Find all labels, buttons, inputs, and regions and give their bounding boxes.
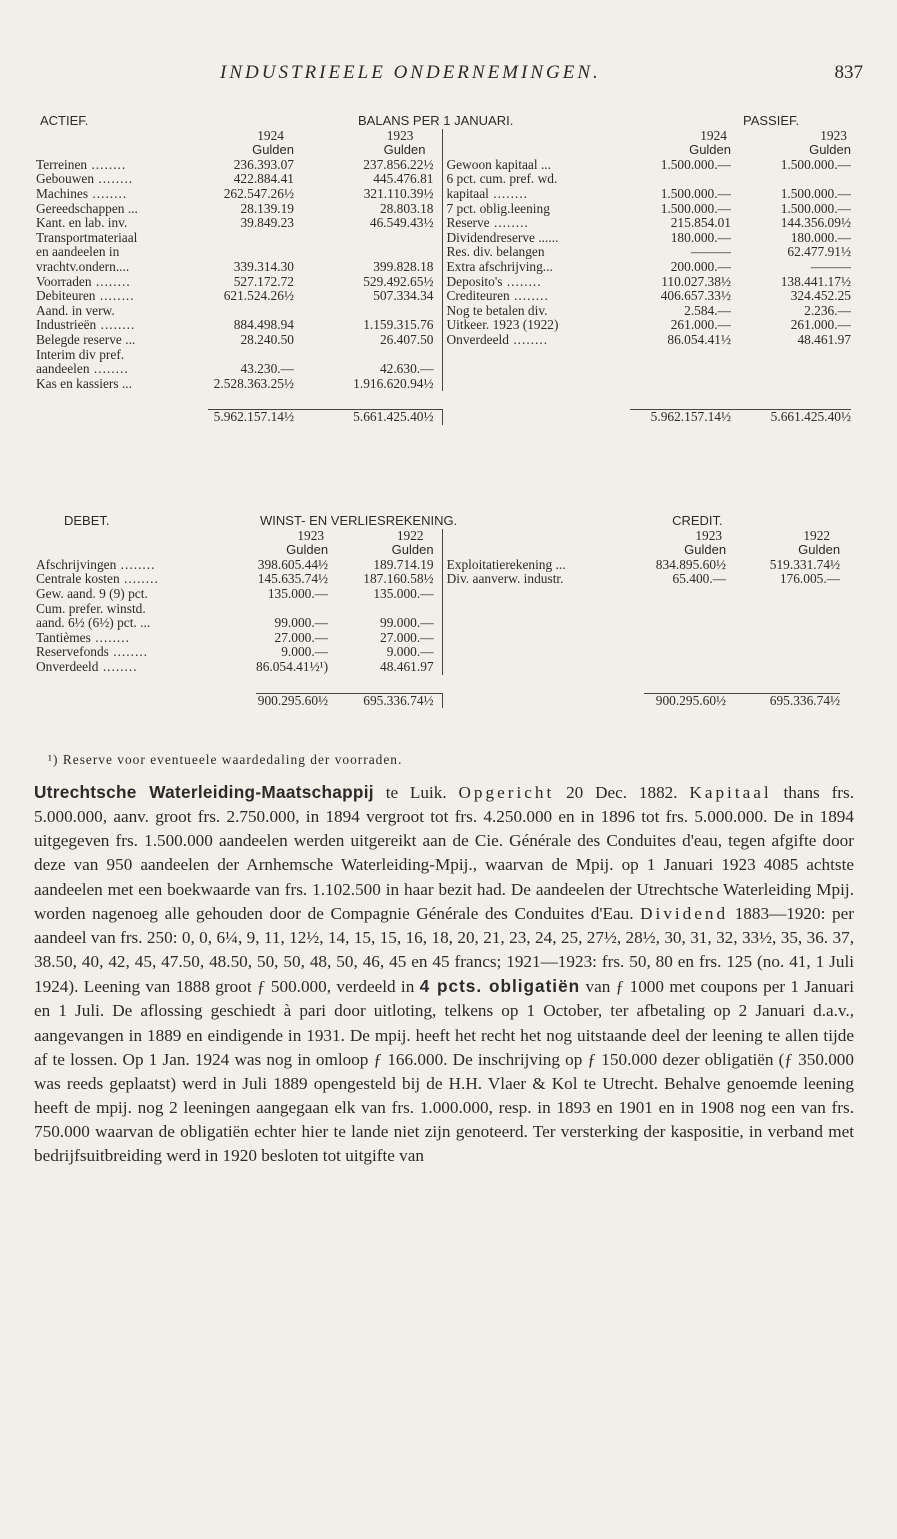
pl-unit-row: [36, 543, 840, 558]
actief-value-1924: 28.139.19: [240, 201, 294, 216]
pl-row: [36, 660, 840, 675]
actief-label: Debiteuren .....: [36, 289, 208, 304]
passief-value-1924: ———: [690, 245, 731, 260]
credit-value-1923: 834.895.60½: [655, 557, 727, 572]
debet-label: Onverdeeld .....: [36, 660, 256, 675]
year-col-1: 1924: [700, 128, 727, 143]
empty-cell: [726, 660, 840, 675]
actief-label: Gebouwen .....: [36, 172, 208, 187]
passief-value-1923: 324.452.25: [790, 289, 851, 304]
running-title: INDUSTRIEELE ONDERNEMINGEN.: [220, 62, 601, 83]
balance-row: [36, 377, 851, 392]
total-value: 695.336.74½: [328, 693, 442, 708]
empty-cell: [442, 348, 630, 363]
page-header: [0, 62, 897, 86]
unit-label: Gulden: [294, 143, 442, 158]
actief-value-1923: 42.630.—: [294, 362, 442, 377]
pl-total-row: [36, 693, 840, 708]
balance-row: [36, 348, 851, 363]
debet-label: Reservefonds .....: [36, 645, 256, 660]
debet-heading: DEBET.: [64, 514, 110, 528]
passief-label: 7 pct. oblig.leening: [446, 201, 550, 216]
balance-row: [36, 158, 851, 173]
debet-value-1922: 189.714.19: [328, 558, 442, 573]
pl-title: WINST- EN VERLIESREKENING.: [260, 514, 458, 528]
pl-row: [36, 587, 840, 602]
actief-value-1923: 321.110.39½: [294, 187, 442, 202]
article-body: [34, 780, 854, 1169]
debet-value-1923: 9.000.—: [281, 645, 329, 660]
actief-value-1923: 399.828.18: [294, 260, 442, 275]
credit-value-1922: 519.331.74½: [769, 557, 841, 572]
actief-value-1924: [208, 304, 294, 319]
total-value: 5.962.157.14½: [208, 410, 294, 425]
empty-cell: [731, 348, 851, 363]
pl-row: [36, 558, 840, 573]
balance-year-row: [36, 129, 851, 144]
actief-value-1924: 527.172.72: [233, 274, 294, 289]
empty-cell: [442, 587, 644, 602]
balance-row: [36, 304, 851, 319]
passief-value-1923: 62.477.91½: [787, 245, 851, 260]
passief-label: Reserve .....: [442, 216, 630, 231]
debet-label: aand. 6½ (6½) pct. ...: [36, 616, 151, 631]
debet-label: Tantièmes .....: [36, 631, 256, 646]
credit-value-1923: 65.400.—: [672, 572, 727, 587]
debet-value-1923: [256, 602, 328, 617]
year-col-1: 1923: [695, 528, 723, 543]
page-number: 837: [834, 62, 863, 83]
unit-label: Gulden: [798, 543, 841, 558]
actief-label: Interim div pref.: [36, 347, 125, 362]
actief-label: Industrieën .....: [36, 318, 208, 333]
empty-cell: [630, 362, 731, 377]
article-keyword: Dividend: [640, 903, 729, 923]
unit-label: Gulden: [684, 543, 727, 558]
empty-cell: [630, 348, 731, 363]
actief-label: en aandeelen in: [36, 245, 120, 260]
total-value: 900.295.60½: [257, 693, 329, 708]
passief-label: Deposito's .....: [442, 275, 630, 290]
passief-label: Extra afschrijving...: [446, 259, 553, 274]
passief-value-1924: 86.054.41½: [667, 332, 731, 347]
actief-heading: ACTIEF.: [40, 114, 89, 128]
empty-cell: [726, 631, 840, 646]
article-keyword: Opgericht: [458, 783, 555, 802]
total-value: 695.336.74½: [726, 693, 840, 708]
actief-value-1923: [294, 348, 442, 363]
actief-value-1923: [294, 245, 442, 260]
passief-label: Onverdeeld .....: [442, 333, 630, 348]
empty-cell: [442, 631, 644, 646]
actief-label: Belegde reserve ...: [36, 332, 136, 347]
year-col-1: 1924: [257, 128, 284, 143]
balance-row: [36, 245, 851, 260]
actief-value-1923: 237.856.22½: [294, 158, 442, 173]
empty-cell: [726, 616, 840, 631]
passief-label: Dividendreserve ......: [446, 230, 559, 245]
article-text: 1883—1920: per aandeel van frs. 250: 0, 0, 6¼, 9, 11, 12½, 14, 15, 15, 16, 18, 20, 21, 23, 24, 25, 27½, 28½, 30, 31, 32, 33½, 35, 36. 37, 38.50, 40, 42, 45, 47.50, 48.50, 50, 50, 48, 50, 46, 45 en 45 francs; 1921—1923: frs. 50, 80 en frs. 125 (no. 41, 1 Juli 1924). Leening van 1888 groot ƒ 500.000, verdeeld in: [34, 903, 854, 997]
credit-label: Exploitatierekening ...: [446, 557, 566, 572]
passief-label: Gewoon kapitaal ...: [446, 157, 551, 172]
pl-row: [36, 572, 840, 587]
actief-value-1924: 422.884.41: [233, 172, 294, 187]
passief-value-1923: 261.000.—: [790, 318, 851, 333]
empty-cell: [442, 616, 644, 631]
actief-value-1924: [208, 231, 294, 246]
actief-value-1924: [208, 245, 294, 260]
balance-row: [36, 231, 851, 246]
passief-value-1924: 406.657.33½: [660, 289, 731, 304]
passief-label: Uitkeer. 1923 (1922): [446, 318, 559, 333]
balance-row: [36, 333, 851, 348]
passief-value-1923: 144.356.09½: [780, 216, 851, 231]
passief-value-1923: 1.500.000.—: [780, 157, 851, 172]
debet-value-1923: 99.000.—: [274, 616, 329, 631]
actief-label: Kas en kassiers ...: [36, 376, 132, 391]
passief-label: Nog te betalen div.: [446, 303, 548, 318]
actief-value-1924: 28.240.50: [240, 332, 294, 347]
passief-value-1924: 2.584.—: [684, 303, 731, 318]
footnote: ¹) Reserve voor eventueele waardedaling der voorraden.: [48, 752, 403, 767]
debet-value-1922: 135.000.—: [328, 587, 442, 602]
pl-row: [36, 645, 840, 660]
passief-value-1923: 1.500.000.—: [780, 186, 851, 201]
actief-value-1924: 39.849.23: [240, 216, 294, 231]
passief-value-1923: 180.000.—: [790, 230, 851, 245]
empty-cell: [726, 587, 840, 602]
empty-cell: [442, 362, 630, 377]
passief-label: Crediteuren .....: [442, 289, 630, 304]
pl-row: [36, 602, 840, 617]
balance-title-row: [36, 114, 851, 129]
balance-row: [36, 275, 851, 290]
article-text: van ƒ 1000 met coupons per 1 Januari en 1 Juli. De aflossing geschiedt à pari door uitloting, telkens op 1 October, ter afbetaling op 2 Januari d.a.v., aangevangen in 1889 en eindigende in 1931. De mpij. heeft het recht het nog uitstaande deel der leening te allen tijde af te lossen. Op 1 Jan. 1924 was nog in omloop ƒ 166.000. De inschrijving op ƒ 150.000 dezer obligatiën (ƒ 350.000 was reeds geplaatst) werd in Juli 1889 opengesteld bij de H.H. Vlaer & Kol te Utrecht. Behalve genoemde leening heeft de mpij. nog 2 leeningen aangegaan elk van frs. 1.000.000, resp. in 1893 en 1901 en in 1908 nog een van frs. 750.000 waarvan de obligatiën echter hier te lande niet zijn genoteerd. Ter versterking der kaspositie, in verband met bedrijfsuitbreiding werd in 1920 besloten tot uitgifte van: [34, 977, 854, 1166]
actief-value-1923: 1.159.315.76: [294, 318, 442, 333]
balance-row: [36, 172, 851, 187]
year-col-2: 1923: [294, 129, 442, 144]
actief-value-1924: 621.524.26½: [223, 289, 294, 304]
actief-label: Voorraden .....: [36, 275, 208, 290]
passief-label: kapitaal .....: [442, 187, 630, 202]
passief-value-1924: 110.027.38½: [661, 274, 731, 289]
actief-label: Transportmateriaal: [36, 230, 138, 245]
actief-value-1924: 43.230.—: [240, 362, 294, 377]
debet-value-1923: 86.054.41½¹): [256, 659, 329, 674]
debet-label: Cum. prefer. winstd.: [36, 601, 146, 616]
article-text: thans frs. 5.000.000, aanv. groot frs. 2.750.000, in 1894 vergroot tot frs. 4.250.000 en in 1896 tot frs. 5.000.000. De in 1894 uitgegeven frs. 1.500.000 aandeelen werden uitgereikt aan de Cie. Générale des Conduites d'eau, tegen afgifte door deze van 950 aandeelen der Arnhemsche Waterleiding-Mpij., waarvan de Mpij. op 1 Januari 1923 4085 achtste aandeelen met een boekwaarde van frs. 1.102.500 in haar bezit had. De aandeelen der Utrechtsche Waterleiding Mpij. worden nagenoeg alle gehouden door de Compagnie Générale des Conduites d'Eau.: [34, 783, 854, 923]
passief-value-1923: 2.236.—: [804, 303, 851, 318]
debet-label: Afschrijvingen .....: [36, 558, 256, 573]
actief-value-1924: [208, 348, 294, 363]
actief-value-1923: 1.916.620.94½: [294, 377, 442, 392]
passief-value-1923: 1.500.000.—: [780, 201, 851, 216]
actief-label: Aand. in verw.: [36, 303, 115, 318]
credit-heading: CREDIT.: [672, 514, 723, 528]
actief-label: aandeelen .....: [36, 362, 208, 377]
total-value: 900.295.60½: [644, 693, 726, 708]
actief-value-1924: 339.314.30: [233, 259, 294, 274]
balance-row: [36, 216, 851, 231]
profit-loss-table: [36, 514, 840, 708]
passief-label: 6 pct. cum. pref. wd.: [446, 172, 558, 187]
year-col-2: 1922: [328, 529, 442, 544]
empty-cell: [731, 362, 851, 377]
pl-row: [36, 616, 840, 631]
debet-value-1923: 398.605.44½: [257, 557, 329, 572]
debet-label: Centrale kosten .....: [36, 572, 256, 587]
actief-label: Machines .....: [36, 187, 208, 202]
passief-value-1924: 180.000.—: [670, 230, 731, 245]
actief-value-1923: 26.407.50: [294, 333, 442, 348]
year-col-1: 1923: [297, 528, 325, 543]
article-keyword: 4 pcts. obligatiën: [419, 976, 581, 997]
passief-value-1924: 1.500.000.—: [660, 201, 731, 216]
unit-label: Gulden: [328, 543, 442, 558]
actief-value-1924: 2.528.363.25½: [213, 376, 294, 391]
debet-value-1923: 135.000.—: [267, 586, 329, 601]
actief-value-1923: 46.549.43½: [294, 216, 442, 231]
credit-value-1922: 176.005.—: [779, 572, 841, 587]
actief-value-1924: 262.547.26½: [223, 186, 294, 201]
empty-cell: [644, 587, 726, 602]
balance-row: [36, 202, 851, 217]
debet-label: Gew. aand. 9 (9) pct.: [36, 586, 148, 601]
total-value: 5.661.425.40½: [731, 410, 851, 425]
balance-row: [36, 260, 851, 275]
unit-label: Gulden: [252, 143, 294, 158]
passief-value-1924: 215.854.01: [670, 216, 731, 231]
passief-value-1923: 48.461.97: [797, 332, 851, 347]
article-keyword: Kapitaal: [689, 783, 772, 802]
empty-cell: [731, 377, 851, 392]
empty-cell: [726, 602, 840, 617]
empty-cell: [644, 602, 726, 617]
year-col-2: 1922: [803, 528, 831, 543]
article-text: te Luik.: [373, 783, 459, 802]
passief-value-1924: 1.500.000.—: [660, 157, 731, 172]
empty-cell: [630, 377, 731, 392]
actief-value-1923: 529.492.65½: [294, 275, 442, 290]
year-col-2: 1923: [820, 128, 847, 143]
company-name: Utrechtsche Waterleiding-Maatschappij: [34, 782, 374, 802]
debet-value-1923: 145.635.74½: [257, 572, 329, 587]
balance-total-row: [36, 410, 851, 425]
passief-label: Res. div. belangen: [446, 245, 545, 260]
actief-value-1923: 507.334.34: [294, 289, 442, 304]
actief-label: Terreinen .....: [36, 158, 208, 173]
empty-cell: [644, 631, 726, 646]
balance-title: BALANS PER 1 JANUARI.: [358, 114, 514, 128]
actief-label: vrachtv.ondern....: [36, 259, 130, 274]
pl-title-row: [36, 514, 840, 529]
actief-label: Gereedschappen ...: [36, 201, 138, 216]
balance-row: [36, 362, 851, 377]
actief-value-1923: 28.803.18: [294, 202, 442, 217]
passief-value-1923: 138.441.17½: [780, 274, 851, 289]
passief-value-1924: 1.500.000.—: [660, 186, 731, 201]
actief-value-1924: 884.498.94: [233, 318, 294, 333]
balance-row: [36, 187, 851, 202]
credit-label: Div. aanverw. industr.: [446, 572, 564, 587]
empty-cell: [442, 602, 644, 617]
empty-cell: [442, 660, 644, 675]
empty-cell: [726, 645, 840, 660]
actief-value-1924: 236.393.07: [233, 157, 294, 172]
balance-sheet-table: [36, 114, 851, 425]
unit-label: Gulden: [689, 143, 731, 158]
debet-value-1922: 9.000.—: [328, 645, 442, 660]
debet-value-1922: 99.000.—: [328, 616, 442, 631]
passief-value-1923: ———: [810, 259, 851, 274]
debet-value-1923: 27.000.—: [274, 630, 329, 645]
pl-row: [36, 631, 840, 646]
balance-row: [36, 318, 851, 333]
passief-value-1924: 261.000.—: [670, 318, 731, 333]
passief-value-1923: [731, 172, 851, 187]
debet-value-1922: [328, 602, 442, 617]
actief-label: Kant. en lab. inv.: [36, 216, 128, 231]
pl-year-row: [36, 529, 840, 544]
unit-label: Gulden: [809, 143, 851, 158]
unit-label: Gulden: [286, 543, 329, 558]
debet-value-1922: 27.000.—: [328, 631, 442, 646]
empty-cell: [442, 645, 644, 660]
total-value: 5.962.157.14½: [630, 410, 731, 425]
balance-unit-row: [36, 143, 851, 158]
empty-cell: [644, 616, 726, 631]
empty-cell: [644, 645, 726, 660]
passief-value-1924: [630, 172, 731, 187]
debet-value-1922: 187.160.58½: [328, 572, 442, 587]
empty-cell: [644, 660, 726, 675]
actief-value-1923: [294, 231, 442, 246]
passief-value-1924: 200.000.—: [670, 259, 731, 274]
debet-value-1922: 48.461.97: [328, 660, 442, 675]
balance-row: [36, 289, 851, 304]
actief-value-1923: [294, 304, 442, 319]
total-value: 5.661.425.40½: [294, 410, 442, 425]
passief-heading: PASSIEF.: [743, 114, 800, 128]
empty-cell: [442, 377, 630, 392]
article-text: 20 Dec. 1882.: [554, 783, 690, 802]
actief-value-1923: 445.476.81: [294, 172, 442, 187]
